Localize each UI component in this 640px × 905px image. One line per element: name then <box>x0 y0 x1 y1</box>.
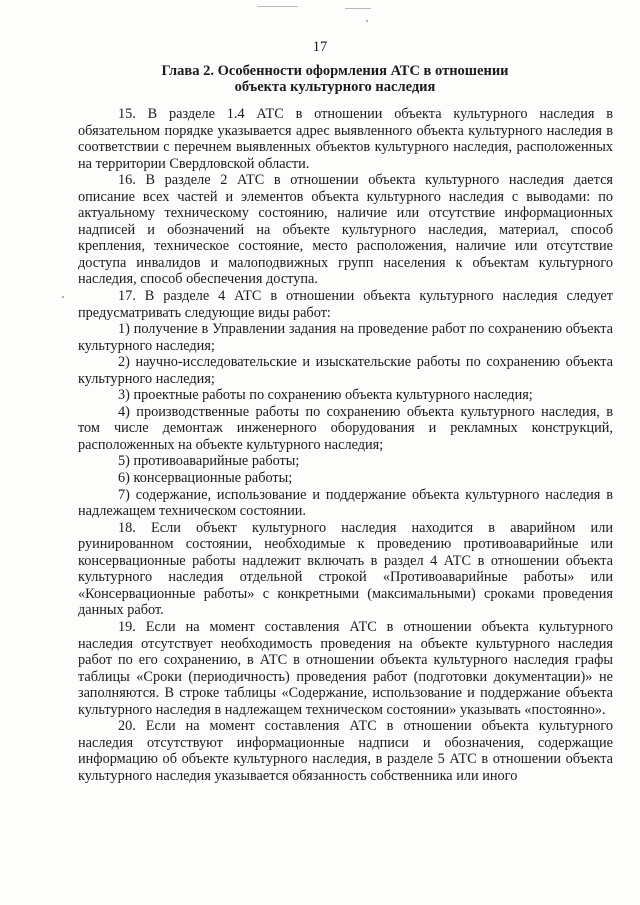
paragraph-20: 20. Если на момент составления АТС в отношении объекта культурного наследия отсутствуют информационные надписи и обозначения, содержащие информацию об объекте культурного наследия, в разделе 5 АТС в отношении объекта культурного наследия указывается обязанность собственника или иного <box>78 718 613 784</box>
paragraph-19: 19. Если на момент составления АТС в отношении объекта культурного наследия отсутствует необходимость проведения на объекте культурного наследия работ по его сохранению, в АТС в отношении объекта культурного наследия графы таблицы «Сроки (периодичность) проведения работ (подготовки документации)» не заполняются. В строке таблицы «Содержание, использование и поддержание объекта культурного наследия в надлежащем техническом состоянии» указывать «постоянно». <box>78 618 613 718</box>
scan-speck <box>366 20 368 22</box>
document-body <box>78 106 613 784</box>
chapter-heading-line-1: Глава 2. Особенности оформления АТС в отношении <box>161 63 509 79</box>
list-item-4: 4) производственные работы по сохранению объекта культурного наследия, в том числе демонтаж инженерного оборудования и рекламных конструкций, расположенных на объекте культурного наследия; <box>78 403 613 453</box>
paragraph-15: 15. В разделе 1.4 АТС в отношении объекта культурного наследия в обязательном порядке указывается адрес выявленного объекта культурного наследия в соответствии с перечнем выявленных объектов культурного наследия, расположенных на территории Свердловской области. <box>78 106 613 172</box>
scan-artifact <box>258 6 298 7</box>
list-item-3: 3) проектные работы по сохранению объекта культурного наследия; <box>118 387 533 404</box>
list-item-2: 2) научно-исследовательские и изыскательские работы по сохранению объекта культурного наследия; <box>78 354 613 387</box>
chapter-heading-line-2: объекта культурного наследия <box>234 79 436 95</box>
paragraph-18: 18. Если объект культурного наследия находится в аварийном или руинированном состоянии, необходимые к проведению противоаварийные или консервационные работы надлежит включать в раздел 4 АТС в отношении объекта культурного наследия отдельной строкой «Противоаварийные работы» или «Консервационные работы» с конкретными (максимальными) сроками проведения данных работ. <box>78 519 613 619</box>
list-item-7: 7) содержание, использование и поддержание объекта культурного наследия в надлежащем техническом состоянии. <box>78 486 613 520</box>
chapter-heading <box>60 63 610 95</box>
list-item-5: 5) противоаварийные работы; <box>118 453 300 470</box>
paragraph-17: 17. В разделе 4 АТС в отношении объекта культурного наследия следует предусматривать следующие виды работ: <box>78 288 613 321</box>
scan-artifact <box>345 8 371 9</box>
list-item-1: 1) получение в Управлении задания на проведение работ по сохранению объекта культурного наследия; <box>78 321 613 354</box>
paragraph-16: 16. В разделе 2 АТС в отношении объекта культурного наследия дается описание всех частей и элементов объекта культурного наследия с выводами: по актуальному техническому состоянию, наличие или отсутствие информационных надписей и обозначений на объекте культурного наследия, материал, способ крепления, техническое состояние, место расположения, наличие или отсутствие доступа инвалидов и малоподвижных групп населения к объектам культурного наследия, способ обеспечения доступа. <box>78 172 613 288</box>
list-item-6: 6) консервационные работы; <box>118 470 293 487</box>
page-number: 17 <box>312 39 328 55</box>
scan-speck <box>62 296 64 298</box>
